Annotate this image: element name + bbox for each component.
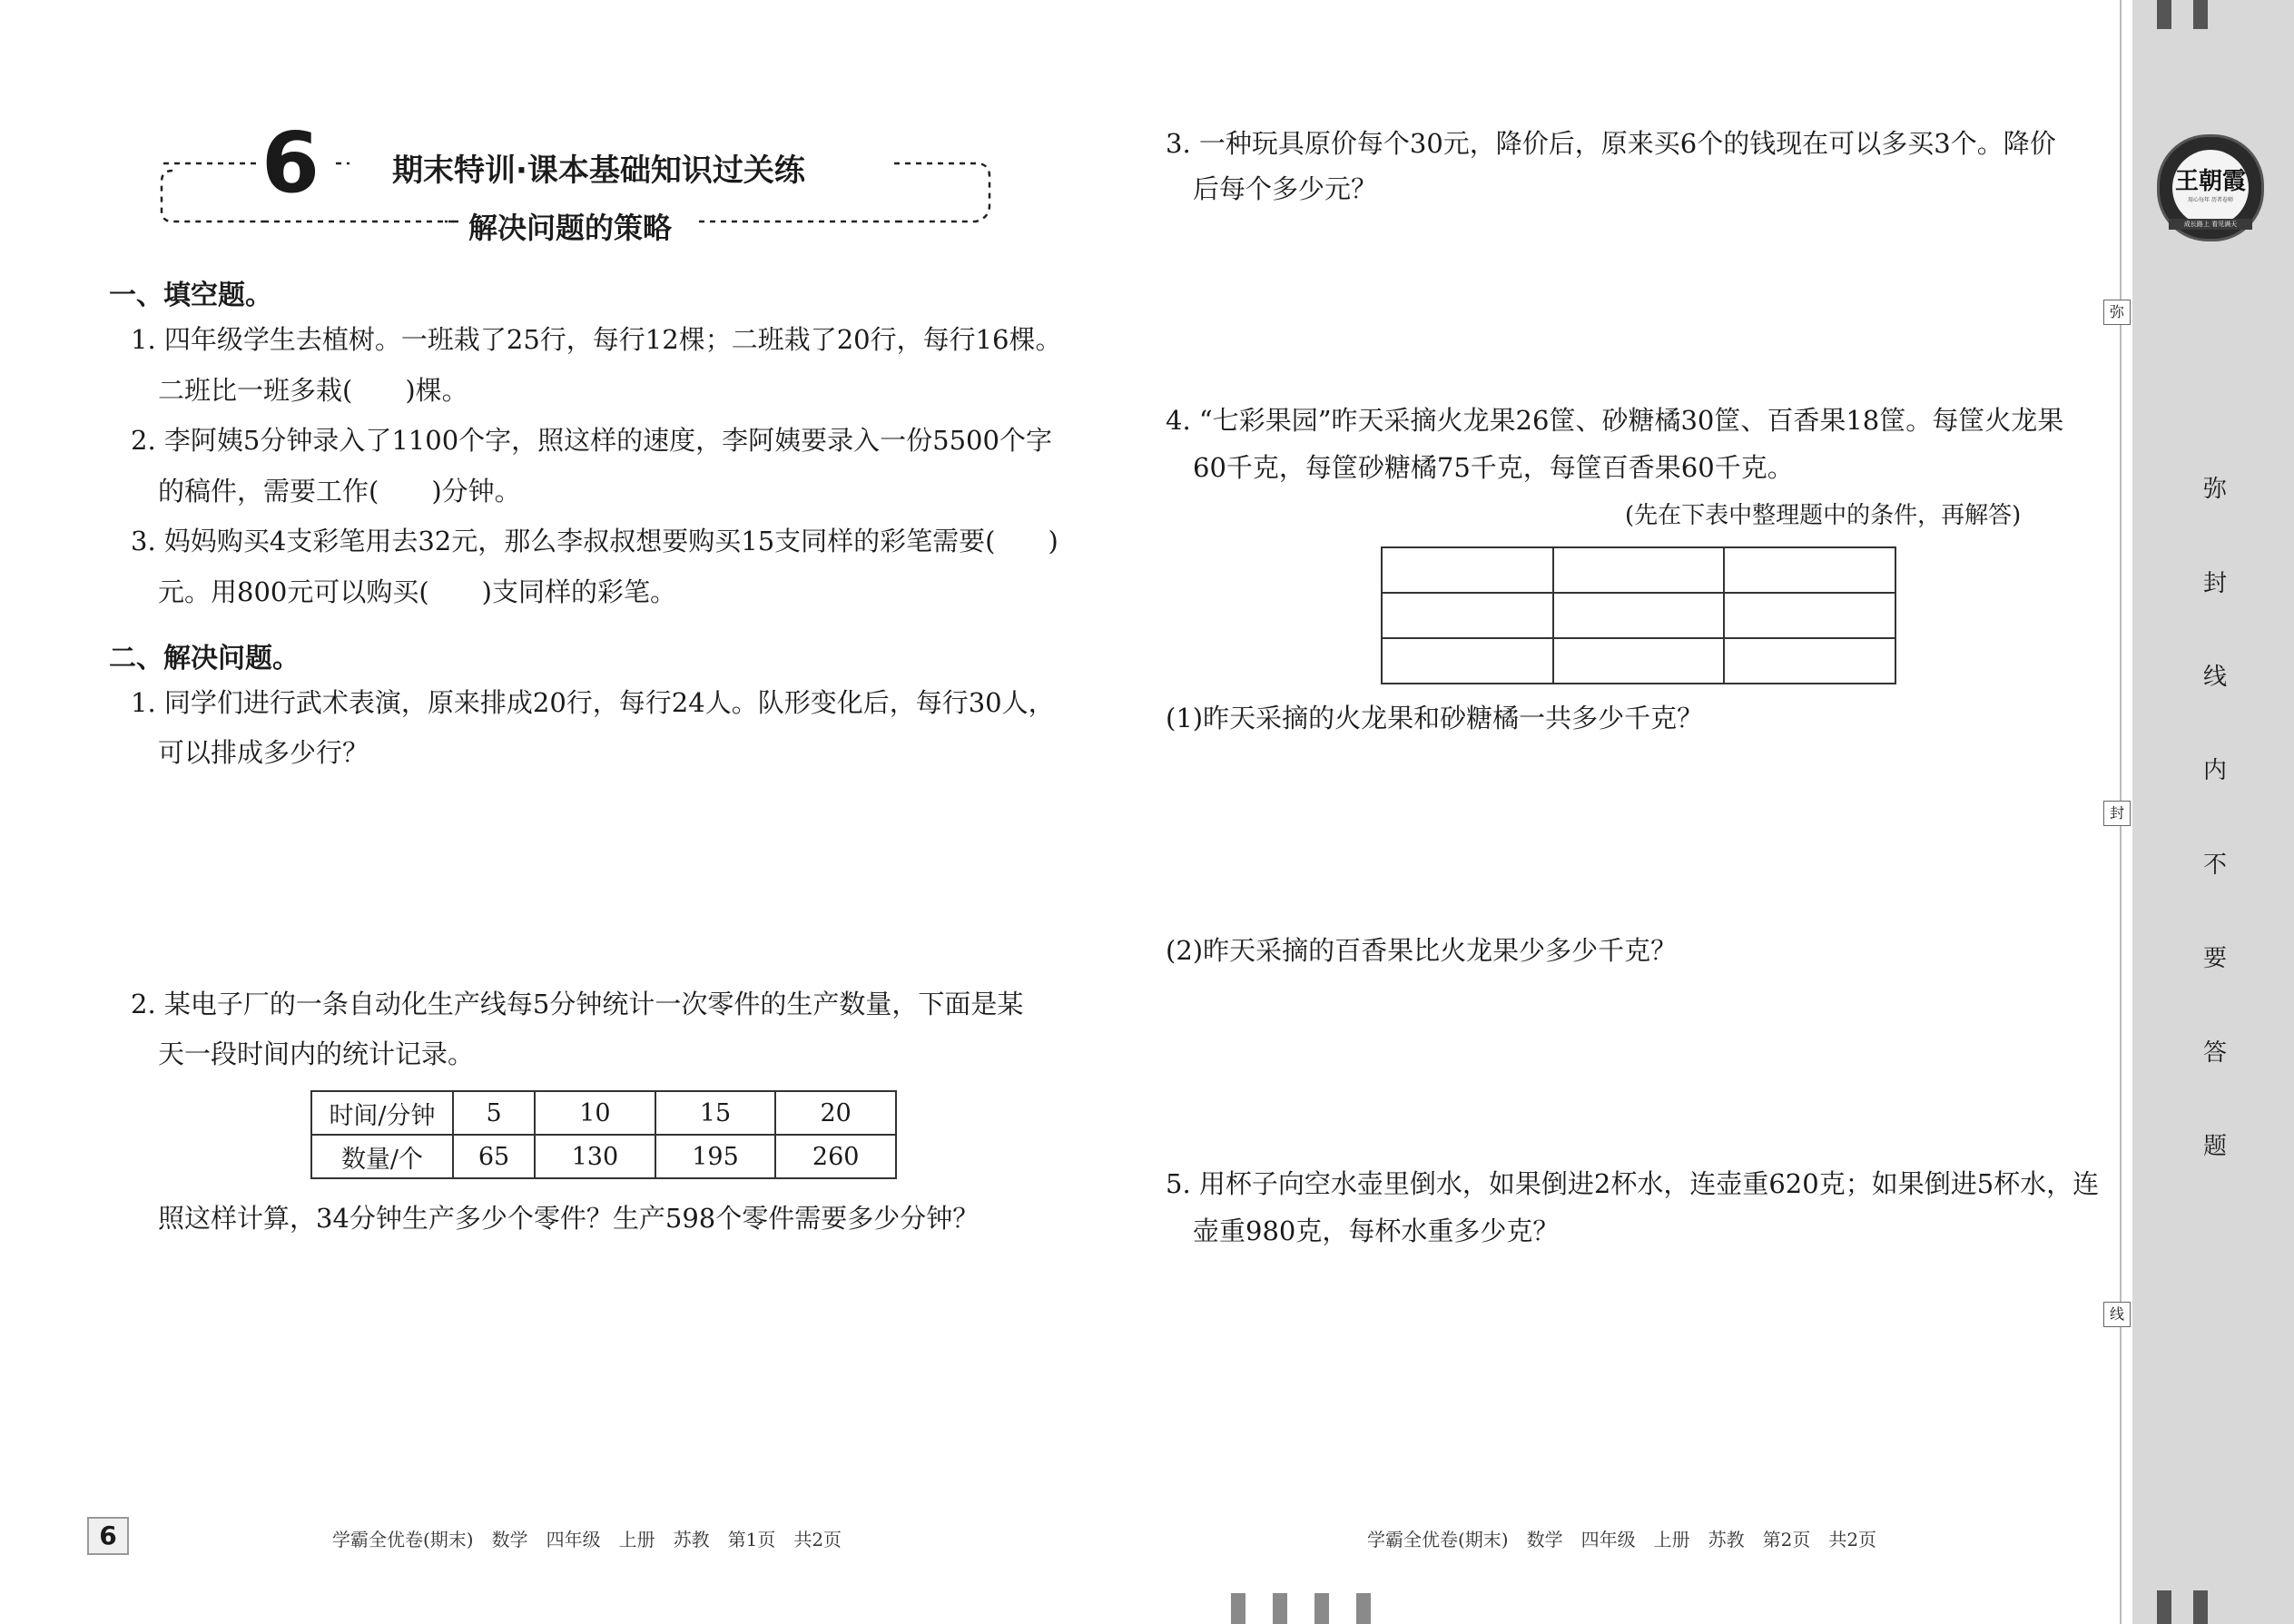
table-cell [1382,547,1553,593]
strip-char: 题 [2202,1133,2227,1160]
s2-q2-line1: 2. 某电子厂的一条自动化生产线每5分钟统计一次零件的生产数量，下面是某 [131,989,1024,1019]
binding-bar [1314,1593,1329,1624]
table-cell: 15 [655,1091,776,1135]
s2-q2-line2: 天一段时间内的统计记录。 [158,1038,475,1069]
seal-strip [2132,0,2294,1624]
table-cell [1724,593,1895,638]
binding-bar [2157,1590,2171,1624]
r-q3-line1: 3. 一种玩具原价每个30元，降价后，原来买6个的钱现在可以多买3个。降价 [1166,128,2056,159]
footer-left: 学霸全优卷(期末) 数学 四年级 上册 苏教 第1页 共2页 [332,1529,842,1550]
strip-char: 封 [2202,570,2227,597]
binding-bar [1356,1593,1371,1624]
table-row [1382,547,1895,593]
table-cell: 130 [535,1135,655,1178]
logo-tagline1: 用心每年 历者卷师 [2188,197,2233,203]
seal-mark: 线 [2103,1302,2131,1327]
table-cell [1553,547,1725,593]
strip-char: 不 [2202,851,2227,879]
s1-q2-line1: 2. 李阿姨5分钟录入了1100个字，照这样的速度，李阿姨要录入一份5500个字 [131,425,1052,456]
table-cell [1724,638,1895,684]
r-q4-sub1: (1)昨天采摘的火龙果和砂糖橘一共多少千克？ [1166,703,1704,733]
table-cell [1382,638,1553,684]
banner-number: 6 [261,114,320,212]
table-cell: 20 [775,1091,896,1135]
r-q4-line2: 60千克，每筐砂糖橘75千克，每筐百香果60千克。 [1193,452,1794,483]
table-cell: 260 [775,1135,896,1178]
strip-char: 要 [2202,945,2227,972]
r-q4-line1: 4. “七彩果园”昨天采摘火龙果26筐、砂糖橘30筐、百香果18筐。每筐火龙果 [1166,405,2064,436]
logo-tagline2: 成长路上 看见满天 [2169,219,2252,230]
section2-heading: 二、解决问题。 [109,643,300,674]
s2-q1-line1: 1. 同学们进行武术表演，原来排成20行，每行24人。队形变化后，每行30人， [131,687,1055,718]
section1-heading: 一、填空题。 [109,280,272,311]
table-row [1382,593,1895,638]
table-cell [1553,638,1725,684]
s2-q1-line2: 可以排成多少行？ [158,737,369,768]
table-cell: 10 [535,1091,655,1135]
binding-bar [2157,0,2171,29]
table-row [311,1135,896,1178]
table-cell [1382,593,1553,638]
banner-subtitle: 解决问题的策略 [468,211,673,245]
logo-name: 王朝霞 [2174,168,2246,195]
s1-q1-line1: 1. 四年级学生去植树。一班栽了25行，每行12棵；二班栽了20行，每行16棵。 [131,324,1062,355]
binding-bar [2193,1590,2208,1624]
table-row [1382,638,1895,684]
strip-char: 弥 [2202,476,2227,503]
s2-q2-question: 照这样计算，34分钟生产多少个零件？生产598个零件需要多少分钟？ [158,1203,980,1234]
seal-mark: 封 [2103,801,2131,826]
s1-q3-line2: 元。用800元可以购买( )支同样的彩笔。 [158,576,676,607]
r-q4-hint: (先在下表中整理题中的条件，再解答) [1625,502,2022,529]
r-q5-line1: 5. 用杯子向空水壶里倒水，如果倒进2杯水，连壶重620克；如果倒进5杯水，连 [1166,1168,2100,1199]
strip-char: 线 [2202,664,2227,691]
s1-q2-line2: 的稿件，需要工作( )分钟。 [158,476,521,507]
table-cell: 数量/个 [311,1135,453,1178]
brand-logo [2157,134,2264,241]
r-q3-line2: 后每个多少元？ [1193,173,1378,204]
s1-q1-line2: 二班比一班多栽( )棵。 [158,375,468,406]
table-cell: 5 [453,1091,535,1135]
page-number-badge: 6 [87,1517,129,1555]
production-table [310,1090,897,1179]
strip-char: 内 [2202,757,2227,784]
s1-q3-line1: 3. 妈妈购买4支彩笔用去32元，那么李叔叔想要购买15支同样的彩笔需要( ) [131,526,1058,556]
footer-right: 学霸全优卷(期末) 数学 四年级 上册 苏教 第2页 共2页 [1367,1529,1877,1550]
binding-bar [1231,1593,1245,1624]
table-cell [1724,547,1895,593]
strip-char: 答 [2202,1039,2227,1067]
table-cell: 时间/分钟 [311,1091,453,1135]
table-cell [1553,593,1725,638]
banner-title: 期末特训·课本基础知识过关练 [392,153,805,189]
seal-mark: 弥 [2103,300,2131,325]
table-cell: 195 [655,1135,776,1178]
fruit-table [1381,546,1896,684]
r-q5-line2: 壶重980克，每杯水重多少克？ [1193,1216,1560,1246]
table-row [311,1091,896,1135]
binding-bar [2193,0,2208,29]
binding-bar [1273,1593,1287,1624]
table-cell: 65 [453,1135,535,1178]
r-q4-sub2: (2)昨天采摘的百香果比火龙果少多少千克？ [1166,935,1678,966]
